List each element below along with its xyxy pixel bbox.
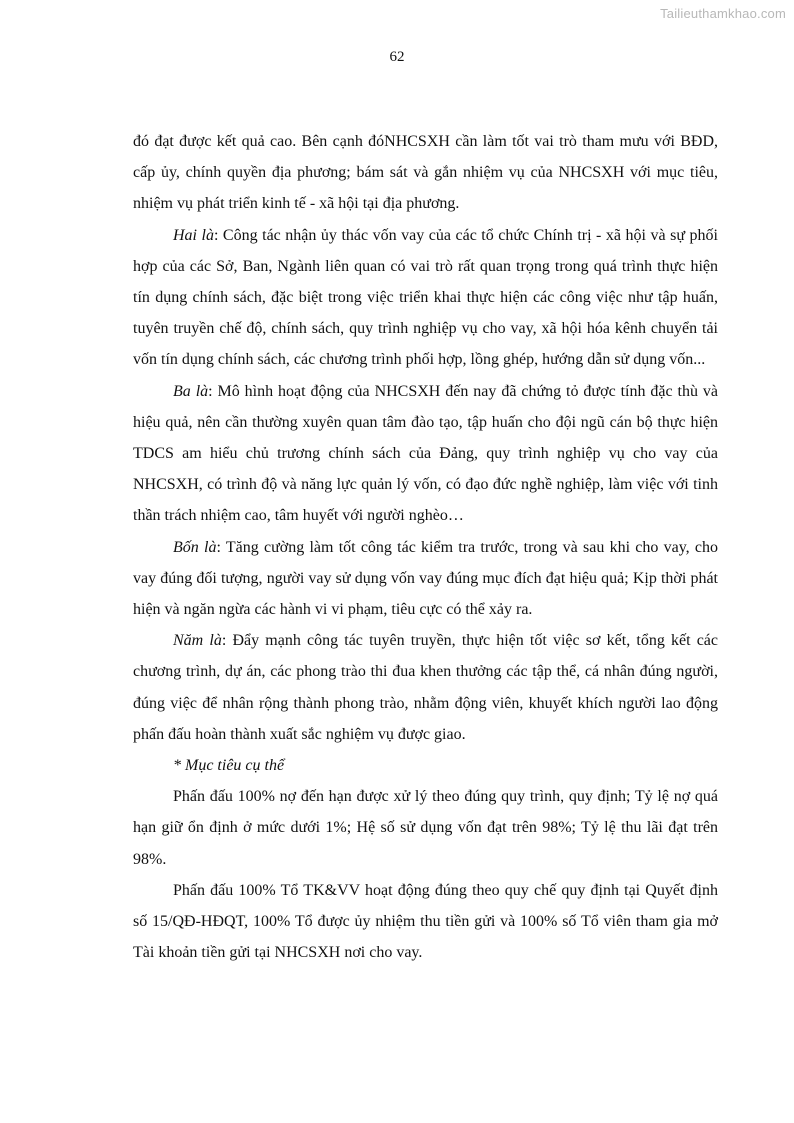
paragraph-bon-la bbox=[133, 532, 718, 626]
paragraph-lead: Hai là bbox=[173, 226, 214, 244]
paragraph-text: : Mô hình hoạt động của NHCSXH đến nay đã chứng tỏ được tính đặc thù và hiệu quả, nên cần thường xuyên quan tâm đào tạo, tập huấn cho đội ngũ cán bộ thực hiện TDCS am hiểu chủ trương chính sách của Đảng, quy trình nghiệp vụ cho vay của NHCSXH, có trình độ và năng lực quản lý vốn, có đạo đức nghề nghiệp, làm việc với tinh thần trách nhiệm cao, tâm huyết với người nghèo… bbox=[133, 382, 719, 525]
paragraph-ba-la bbox=[133, 376, 718, 532]
paragraph-text: : Công tác nhận ủy thác vốn vay của các tổ chức Chính trị - xã hội và sự phối hợp của các Sở, Ban, Ngành liên quan có vai trò rất quan trọng trong quá trình thực hiện tín dụng chính sách, đặc biệt trong việc triển khai thực hiện các công việc như tập huấn, tuyên truyền chế độ, chính sách, quy trình nghiệp vụ cho vay, xã hội hóa kênh chuyển tải vốn tín dụng chính sách, các chương trình phối hợp, lồng ghép, hướng dẫn sử dụng vốn... bbox=[133, 226, 718, 369]
paragraph-nam-la bbox=[133, 625, 718, 750]
paragraph-target-1: Phấn đấu 100% nợ đến hạn được xử lý theo đúng quy trình, quy định; Tỷ lệ nợ quá hạn giữ ổn định ở mức dưới 1%; Hệ số sử dụng vốn đạt trên 98%; Tỷ lệ thu lãi đạt trên 98%. bbox=[133, 788, 718, 868]
page-number: 62 bbox=[389, 49, 405, 65]
section-heading: * Mục tiêu cụ thể bbox=[173, 757, 285, 775]
paragraph-lead: Ba là bbox=[173, 382, 209, 400]
paragraph-target-2: Phấn đấu 100% Tổ TK&VV hoạt động đúng theo quy chế quy định tại Quyết định số 15/QĐ-HĐQT, 100% Tổ được ủy nhiệm thu tiền gửi và 100% số Tổ viên tham gia mở Tài khoản tiền gửi tại NHCSXH nơi cho vay. bbox=[133, 881, 718, 962]
paragraph-continuation: đó đạt được kết quả cao. Bên cạnh đóNHCSXH cần làm tốt vai trò tham mưu với BĐD, cấp ủy, chính quyền địa phương; bám sát và gắn nhiệm vụ của NHCSXH với mục tiêu, nhiệm vụ phát triển kinh tế - xã hội tại địa phương. bbox=[133, 133, 718, 213]
paragraph-text: : Tăng cường làm tốt công tác kiểm tra trước, trong và sau khi cho vay, cho vay đúng đối tượng, người vay sử dụng vốn vay đúng mục đích đạt hiệu quả; Kịp thời phát hiện và ngăn ngừa các hành vi vi phạm, tiêu cực có thể xảy ra. bbox=[133, 538, 719, 619]
paragraph-hai-la bbox=[133, 220, 718, 376]
paragraph-lead: Bốn là bbox=[173, 538, 217, 556]
watermark: Tailieuthamkhao.com bbox=[660, 6, 786, 21]
document-body bbox=[133, 126, 718, 968]
paragraph-lead: Năm là bbox=[173, 632, 222, 650]
paragraph-text: : Đẩy mạnh công tác tuyên truyền, thực hiện tốt việc sơ kết, tổng kết các chương trình, dự án, các phong trào thi đua khen thưởng các tập thể, cá nhân đúng người, đúng việc để nhân rộng thành phong trào, nhằm động viên, khuyết khích người lao động phấn đấu hoàn thành xuất sắc nghiệm vụ được giao. bbox=[133, 632, 719, 743]
